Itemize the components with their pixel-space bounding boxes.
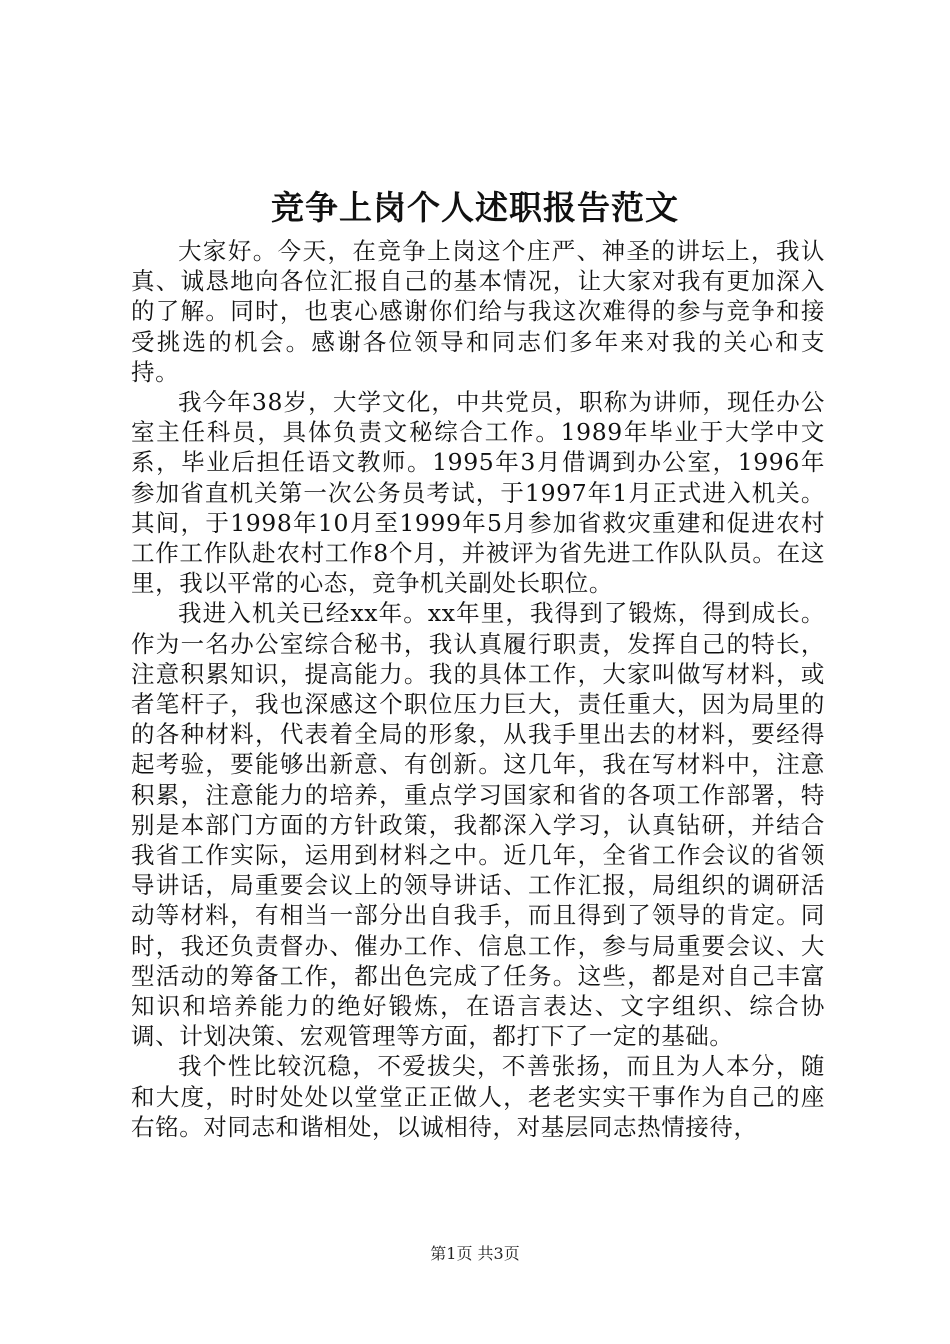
paragraph-background: 我今年38岁，大学文化，中共党员，职称为讲师，现任办公室主任科员，具体负责文秘综合工作。1989年毕业于大学中文系，毕业后担任语文教师。1995年3月借调到办公室，1996年参加省直机关第一次公务员考试，于1997年1月正式进入机关。其间，于1998年10月至1999年5月参加省救灾重建和促进农村工作工作队赴农村工作8个月，并被评为省先进工作队队员。在这里，我以平常的心态，竞争机关副处长职位。	[131, 388, 825, 598]
paragraph-personality: 我个性比较沉稳，不爱拔尖，不善张扬，而且为人本分，随和大度，时时处处以堂堂正正做人，老老实实干事作为自己的座右铭。对同志和谐相处，以诚相待，对基层同志热情接待，	[131, 1052, 825, 1141]
page-number-footer: 第1页 共3页	[430, 1244, 520, 1263]
document-body	[131, 236, 825, 1142]
paragraph-greeting: 大家好。今天，在竞争上岗这个庄严、神圣的讲坛上，我认真、诚恳地向各位汇报自己的基本情况，让大家对我有更加深入的了解。同时，也衷心感谢你们给与我这次难得的参与竞争和接受挑选的机会。感谢各位领导和同志们多年来对我的关心和支持。	[131, 237, 825, 386]
document-title: 竞争上岗个人述职报告范文	[271, 188, 679, 227]
paragraph-work-experience: 我进入机关已经xx年。xx年里，我得到了锻炼，得到成长。作为一名办公室综合秘书，我认真履行职责，发挥自己的特长，注意积累知识，提高能力。我的具体工作，大家叫做写材料，或者笔杆子，我也深感这个职位压力巨大，责任重大，因为局里的的各种材料，代表着全局的形象，从我手里出去的材料，要经得起考验，要能够出新意、有创新。这几年，我在写材料中，注意积累，注意能力的培养，重点学习国家和省的各项工作部署，特别是本部门方面的方针政策，我都深入学习，认真钻研，并结合我省工作实际，运用到材料之中。近几年，全省工作会议的省领导讲话，局重要会议上的领导讲话、工作汇报，局组织的调研活动等材料，有相当一部分出自我手，而且得到了领导的肯定。同时，我还负责督办、催办工作、信息工作，参与局重要会议、大型活动的筹备工作，都出色完成了任务。这些，都是对自己丰富知识和培养能力的绝好锻炼，在语言表达、文字组织、综合协调、计划决策、宏观管理等方面，都打下了一定的基础。	[131, 599, 825, 1051]
